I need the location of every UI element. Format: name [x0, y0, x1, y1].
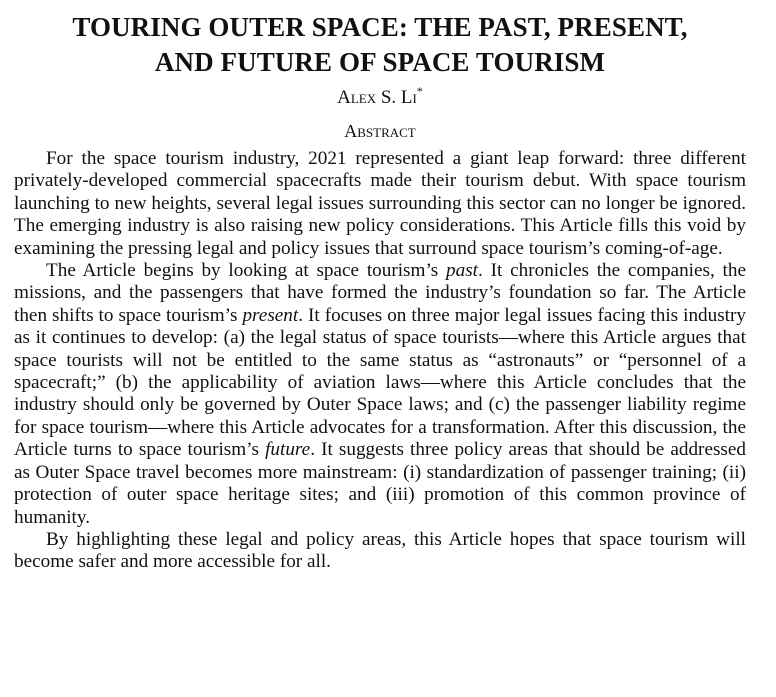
title-line-2: AND FUTURE OF SPACE TOURISM	[154, 47, 606, 77]
author-footnote-mark[interactable]: *	[416, 84, 423, 98]
abstract-body	[14, 148, 746, 574]
emphasis-future: future	[265, 439, 311, 461]
abstract-paragraph-2	[14, 260, 746, 529]
title-line-1: TOURING OUTER SPACE: THE PAST, PRESENT,	[72, 12, 688, 42]
abstract-paragraph-1: For the space tourism industry, 2021 represented a giant leap forward: three different privately-developed commercial spacecrafts made their tourism debut. With space tourism launching to new heights, several legal issues surrounding this sector can no longer be ignored. The emerging industry is also raising new policy considerations. This Article fills this void by examining the pressing legal and policy issues that surround space tourism’s coming-of-age.	[14, 148, 746, 259]
paper-title	[14, 10, 746, 80]
abstract-paragraph-3: By highlighting these legal and policy areas, this Article hopes that space tourism will become safer and more accessible for all.	[14, 528, 746, 573]
paragraph-2-segment-2: . It chronicles the companies, the missions, and the passengers that have formed the industry’s foundation so far. The Article then shifts to space tourism’s	[14, 260, 746, 326]
paragraph-2-segment-3: . It focuses on three major legal issues facing this industry as it continues to develop: (a) the legal status of space tourists—where this Article argues that space tourists will not be entitled to the same status as “astronauts” or “personnel of a spacecraft;” (b) the applicability of aviation laws—where this Article concludes that the industry should only be governed by Outer Space laws; and (c) the passenger liability regime for space tourism—where this Article advocates for a transformation. After this discussion, the Article turns to space tourism’s	[14, 304, 747, 461]
author-name: Alex S. Li	[337, 87, 417, 108]
emphasis-past: past	[446, 260, 479, 282]
author-line	[14, 86, 746, 110]
emphasis-present: present	[242, 304, 299, 326]
paragraph-2-segment-1: The Article begins by looking at space tourism’s	[46, 260, 447, 282]
paragraph-2-segment-4: . It suggests three policy areas that should be addressed as Outer Space travel becomes more mainstream: (i) standardization of passenger training; (ii) protection of outer space heritage sites; and (iii) promotion of this common province of humanity.	[14, 439, 747, 528]
abstract-heading: Abstract	[344, 121, 416, 141]
